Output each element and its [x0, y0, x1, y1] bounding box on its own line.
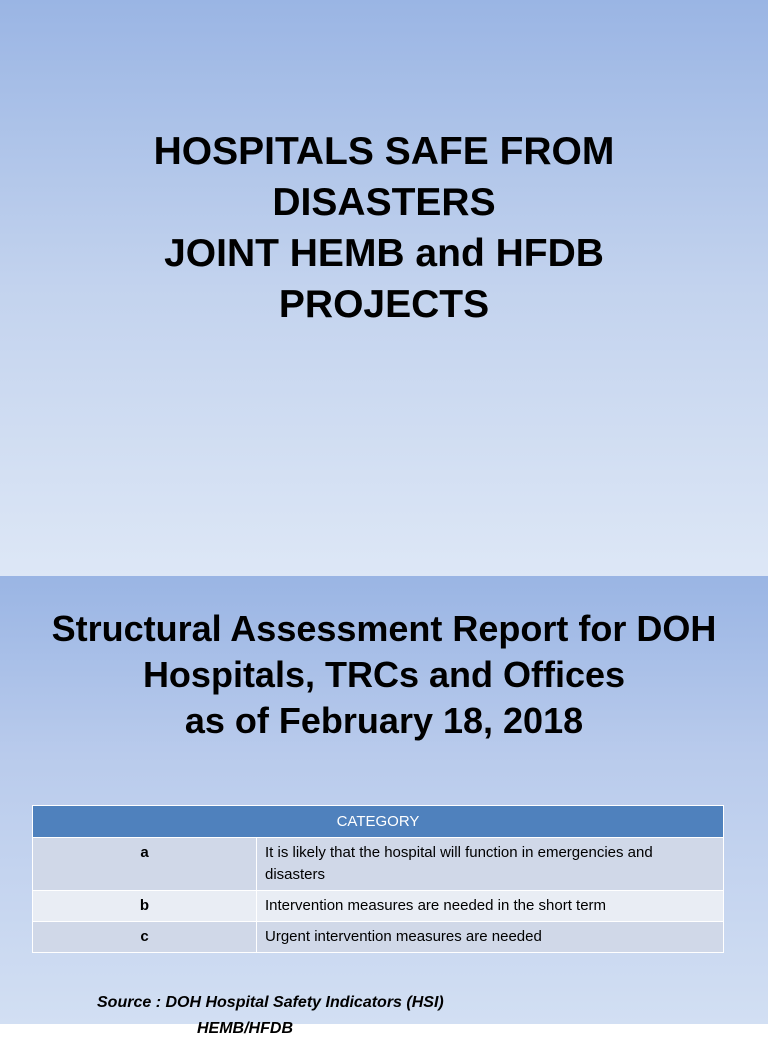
- category-code: a: [33, 838, 257, 891]
- category-code: c: [33, 922, 257, 953]
- table-row: [33, 922, 724, 953]
- category-table: [32, 805, 724, 953]
- slide-2-title: [0, 606, 768, 744]
- slide-1-title-line: DISASTERS: [272, 181, 496, 224]
- category-description: Urgent intervention measures are needed: [257, 922, 724, 953]
- source-note: [97, 994, 444, 1037]
- source-line-2: HEMB/HFDB: [197, 1020, 293, 1037]
- slide-1-title: [0, 126, 768, 330]
- category-code: b: [33, 891, 257, 922]
- slide-1-title-line: PROJECTS: [278, 283, 490, 326]
- slide-1-title-line: HOSPITALS SAFE FROM: [153, 130, 615, 173]
- slide-2-title-line: as of February 18, 2018: [184, 700, 584, 741]
- source-line-1: Source : DOH Hospital Safety Indicators (HSI): [97, 994, 444, 1011]
- table-row: [33, 891, 724, 922]
- slide-2-title-line: Hospitals, TRCs and Offices: [142, 654, 626, 695]
- slide-2: [0, 576, 768, 1037]
- category-description: Intervention measures are needed in the short term: [257, 891, 724, 922]
- slide-1-title-line: JOINT HEMB and HFDB: [164, 232, 604, 275]
- table-row: [33, 838, 724, 891]
- category-description: It is likely that the hospital will function in emergencies and disasters: [257, 838, 724, 891]
- table-header-category: CATEGORY: [33, 806, 724, 838]
- slide-2-title-line: Structural Assessment Report for DOH: [51, 608, 717, 649]
- table-header-row: [33, 806, 724, 838]
